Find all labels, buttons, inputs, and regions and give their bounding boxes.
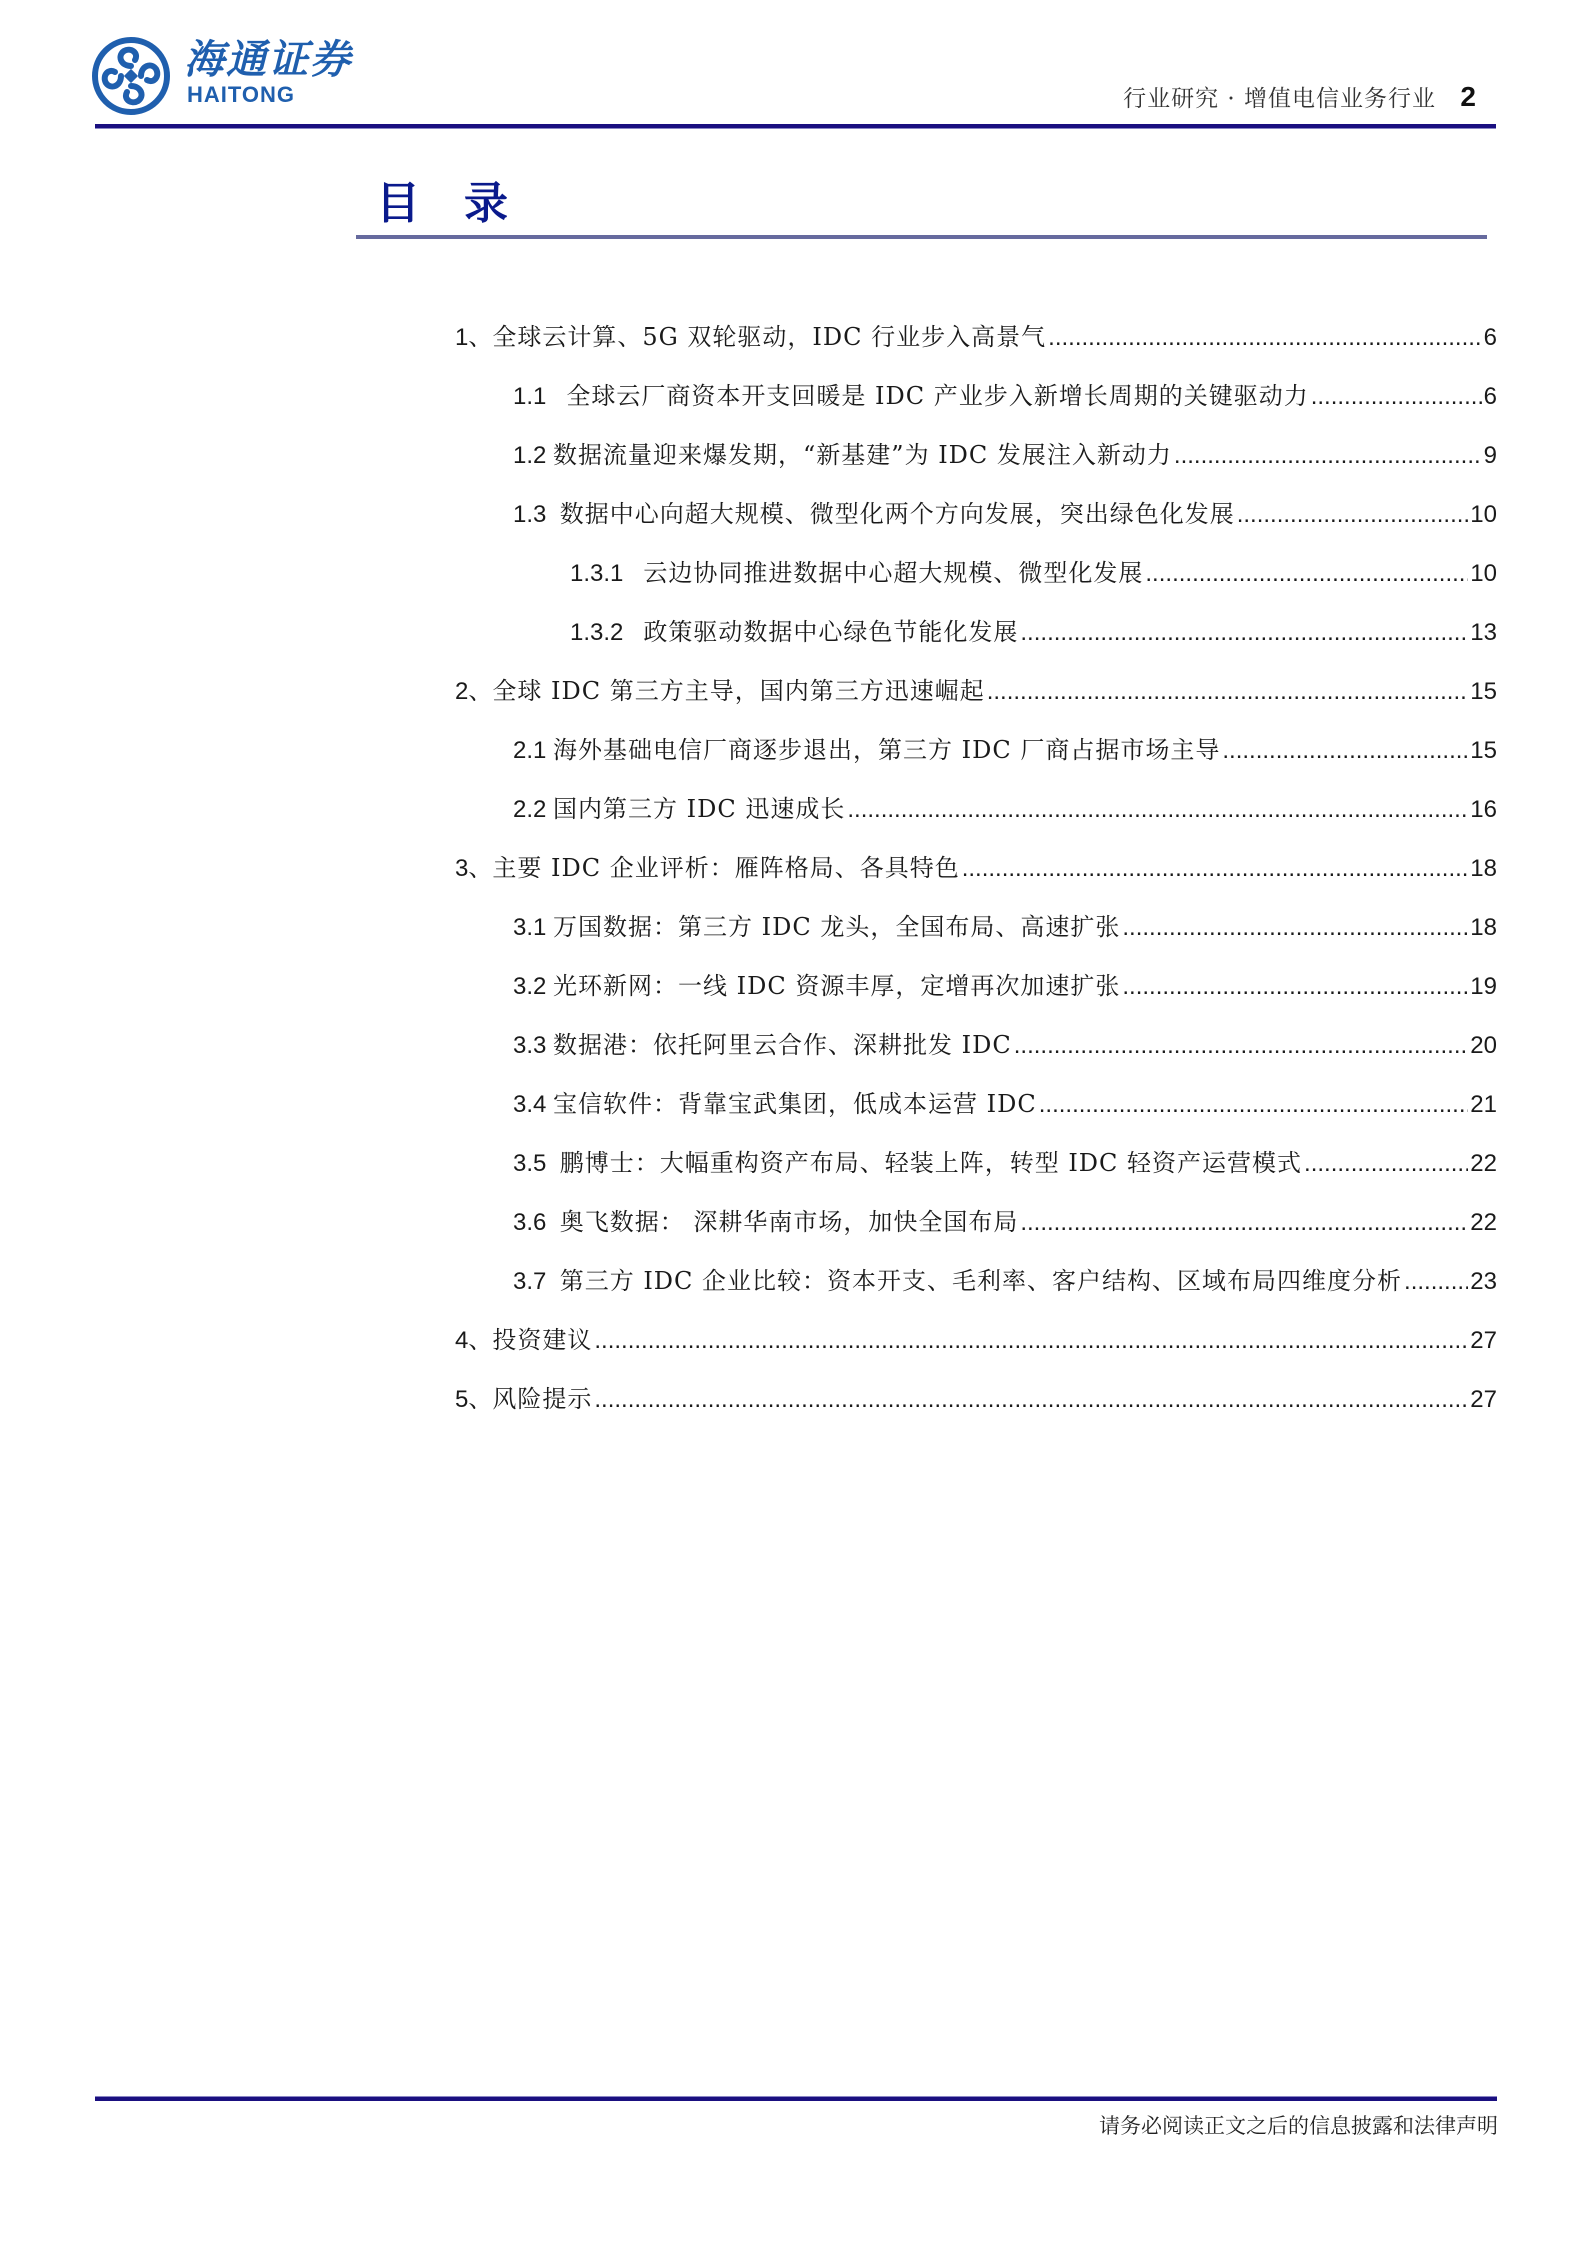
- toc-leader-dots: [594, 1385, 1468, 1415]
- toc-entry-number: 3.3: [513, 1032, 554, 1059]
- toc-entry-number: 3.5: [513, 1150, 560, 1177]
- page-number: 2: [1460, 81, 1476, 112]
- toc-entry-page: 10: [1470, 501, 1497, 528]
- toc-entry-number: 3.2: [513, 973, 554, 1000]
- toc-leader-dots: [1237, 500, 1469, 530]
- toc-entry-label: 全球 IDC 第三方主导，国内第三方迅速崛起: [492, 677, 985, 705]
- toc-entry[interactable]: [455, 1325, 1497, 1355]
- toc-entry-page: 22: [1470, 1209, 1497, 1236]
- toc-entry-page: 15: [1470, 737, 1497, 764]
- toc-entry-page: 9: [1483, 442, 1497, 469]
- toc-entry-label: 全球云厂商资本开支回暖是 IDC 产业步入新增长周期的关键驱动力: [566, 382, 1309, 410]
- toc-entry-page: 6: [1483, 324, 1497, 351]
- toc-leader-dots: [847, 795, 1468, 825]
- toc-leader-dots: [1048, 323, 1481, 353]
- toc-leader-dots: [1014, 1031, 1469, 1061]
- toc-entry-page: 21: [1470, 1091, 1497, 1118]
- toc-entry[interactable]: [513, 1207, 1497, 1237]
- toc-entry-number: 5、: [455, 1386, 493, 1413]
- toc-entry-label: 政策驱动数据中心绿色节能化发展: [643, 618, 1019, 646]
- logo-chinese-name: 海通证券: [184, 36, 352, 83]
- toc-entry-page: 18: [1470, 914, 1497, 941]
- toc-entry[interactable]: [513, 1148, 1497, 1178]
- toc-entry-number: 1.2: [513, 442, 554, 469]
- toc-entry-label: 万国数据：第三方 IDC 龙头，全国布局、高速扩张: [553, 913, 1121, 941]
- toc-entry[interactable]: [513, 971, 1497, 1001]
- title-divider: [356, 235, 1487, 239]
- toc-leader-dots: [1311, 382, 1482, 412]
- toc-entry-page: 18: [1470, 855, 1497, 882]
- toc-entry-number: 2、: [455, 678, 493, 705]
- disclaimer-text: 请务必阅读正文之后的信息披露和法律声明: [1099, 2114, 1498, 2138]
- toc-entry-number: 1.3: [513, 501, 560, 528]
- toc-entry[interactable]: [513, 735, 1497, 765]
- toc-entry[interactable]: [513, 1089, 1497, 1119]
- toc-entry[interactable]: [455, 322, 1497, 352]
- toc-entry-label: 数据港：依托阿里云合作、深耕批发 IDC: [553, 1031, 1012, 1059]
- toc-leader-dots: [1304, 1149, 1468, 1179]
- toc-leader-dots: [1174, 441, 1482, 471]
- footer-divider: [95, 2096, 1497, 2101]
- toc-entry-number: 2.1: [513, 737, 554, 764]
- toc-entry-page: 10: [1470, 560, 1497, 587]
- toc-entry[interactable]: [513, 381, 1497, 411]
- toc-entry-page: 15: [1470, 678, 1497, 705]
- toc-entry[interactable]: [455, 676, 1497, 706]
- toc-leader-dots: [987, 677, 1469, 707]
- toc-leader-dots: [1122, 972, 1468, 1002]
- toc-entry[interactable]: [513, 794, 1497, 824]
- toc-entry-label: 奥飞数据： 深耕华南市场，加快全国布局: [559, 1208, 1019, 1236]
- toc-entry-page: 19: [1470, 973, 1497, 1000]
- toc-entry-number: 1.1: [513, 383, 567, 410]
- toc-entry-label: 第三方 IDC 企业比较：资本开支、毛利率、客户结构、区域布局四维度分析: [559, 1267, 1403, 1295]
- header-divider: [95, 124, 1496, 129]
- toc-entry-page: 27: [1470, 1386, 1497, 1413]
- toc-entry[interactable]: [455, 1384, 1497, 1414]
- toc-entry-number: 1.3.1: [570, 560, 644, 587]
- toc-title: 目录: [376, 178, 552, 229]
- toc-entry-page: 6: [1483, 383, 1497, 410]
- toc-entry-label: 数据中心向超大规模、微型化两个方向发展，突出绿色化发展: [559, 500, 1235, 528]
- toc-entry[interactable]: [455, 853, 1497, 883]
- toc-entry-page: 23: [1470, 1268, 1497, 1295]
- toc-entry-number: 4、: [455, 1327, 493, 1354]
- toc-entry[interactable]: [570, 558, 1497, 588]
- toc-leader-dots: [1020, 1208, 1468, 1238]
- toc-entry-label: 海外基础电信厂商逐步退出，第三方 IDC 厂商占据市场主导: [553, 736, 1221, 764]
- toc-entry-label: 投资建议: [492, 1326, 593, 1354]
- toc-leader-dots: [1039, 1090, 1469, 1120]
- toc-entry-number: 3.7: [513, 1268, 560, 1295]
- toc-entry-label: 数据流量迎来爆发期，“新基建”为 IDC 发展注入新动力: [553, 441, 1172, 469]
- toc-entry-label: 云边协同推进数据中心超大规模、微型化发展: [643, 559, 1144, 587]
- toc-entry-page: 27: [1470, 1327, 1497, 1354]
- logo-english-name: HAITONG: [187, 82, 296, 107]
- toc-entry[interactable]: [513, 1266, 1497, 1296]
- toc-leader-dots: [1222, 736, 1468, 766]
- toc-leader-dots: [1122, 913, 1468, 943]
- toc-entry[interactable]: [513, 440, 1497, 470]
- toc-leader-dots: [962, 854, 1469, 884]
- toc-entry-label: 风险提示: [492, 1385, 593, 1413]
- toc-entry-number: 3、: [455, 855, 493, 882]
- toc-entry-page: 22: [1470, 1150, 1497, 1177]
- toc-entry-page: 16: [1470, 796, 1497, 823]
- toc-leader-dots: [1145, 559, 1468, 589]
- toc-entry-number: 2.2: [513, 796, 554, 823]
- toc-entry-page: 20: [1470, 1032, 1497, 1059]
- toc-leader-dots: [1020, 618, 1468, 648]
- toc-entry-label: 国内第三方 IDC 迅速成长: [553, 795, 846, 823]
- toc-entry-number: 3.6: [513, 1209, 560, 1236]
- toc-entry-label: 光环新网：一线 IDC 资源丰厚，定增再次加速扩张: [553, 972, 1121, 1000]
- toc-entry-number: 1、: [455, 324, 493, 351]
- report-category: 行业研究 · 增值电信业务行业: [1123, 86, 1436, 112]
- toc-entry-number: 1.3.2: [570, 619, 644, 646]
- toc-leader-dots: [1404, 1267, 1468, 1297]
- toc-leader-dots: [594, 1326, 1468, 1356]
- toc-entry[interactable]: [513, 1030, 1497, 1060]
- toc-entry-number: 3.1: [513, 914, 554, 941]
- toc-entry-label: 鹏博士：大幅重构资产布局、轻装上阵，转型 IDC 轻资产运营模式: [559, 1149, 1303, 1177]
- haitong-logo-icon: [91, 36, 171, 116]
- toc-entry-number: 3.4: [513, 1091, 554, 1118]
- toc-entry-label: 全球云计算、5G 双轮驱动，IDC 行业步入高景气: [492, 323, 1047, 351]
- toc-entry[interactable]: [513, 499, 1497, 529]
- toc-entry-label: 主要 IDC 企业评析：雁阵格局、各具特色: [492, 854, 960, 882]
- toc-entry-label: 宝信软件：背靠宝武集团，低成本运营 IDC: [553, 1090, 1037, 1118]
- toc-entry-page: 13: [1470, 619, 1497, 646]
- toc-entry[interactable]: [570, 617, 1497, 647]
- toc-entry[interactable]: [513, 912, 1497, 942]
